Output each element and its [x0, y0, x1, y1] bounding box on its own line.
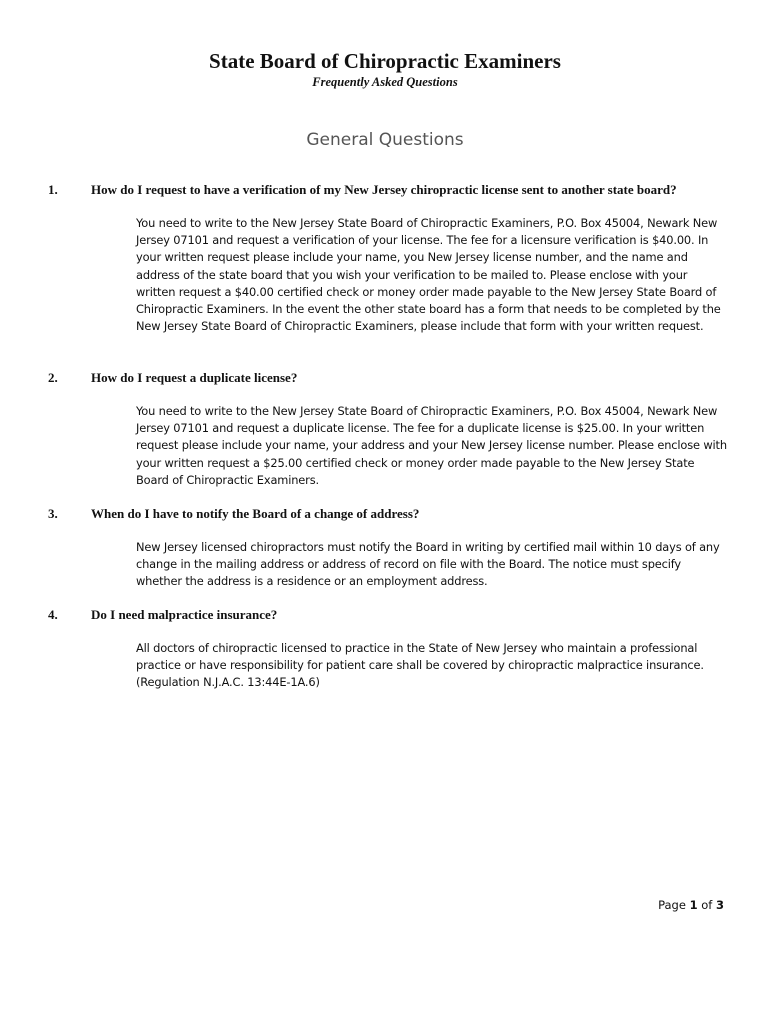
page-word: Page [658, 898, 686, 912]
question-text: Do I need malpractice insurance? [91, 607, 278, 622]
document-title: State Board of Chiropractic Examiners [209, 49, 561, 73]
section-heading: General Questions [306, 130, 464, 150]
answer-text-2: You need to write to the New Jersey State Board of Chiropractic Examiners, P.O. Box 45004, Newark New Jersey 07101 and request a duplicate license. The fee for a duplicate license is $25.00. In your written request please include your name, your address and your New Jersey license number. Please enclose with your written request a $25.00 certified check or money order made payable to the New Jersey State Board of Chiropractic Examiners. [136, 404, 727, 487]
question-text: How do I request to have a verification of my New Jersey chiropractic license sent to another state board? [91, 182, 677, 197]
document-subtitle: Frequently Asked Questions [312, 75, 458, 89]
question-number: 3. [48, 506, 58, 521]
total-page-count: 3 [715, 898, 724, 912]
answer-text-3: New Jersey licensed chiropractors must notify the Board in writing by certified mail within 10 days of any change in the mailing address or address of record on file with the Board. The notice must specify whether the address is a residence or an employment address. [136, 540, 720, 589]
answer-text-1: You need to write to the New Jersey State Board of Chiropractic Examiners, P.O. Box 45004, Newark New Jersey 07101 and request a verification of your license. The fee for a licensure verification is $40.00. In your written request please include your name, you New Jersey license number, and the name and address of the state board that you wish your verification to be mailed to. Please enclose with your written request a $40.00 certified check or money order made payable to the New Jersey State Board of Chiropractic Examiners. In the event the other state board has a form that needs to be completed by the New Jersey State Board of Chiropractic Examiners, please include that form with your written request. [136, 216, 721, 334]
page-number-footer [658, 897, 724, 913]
question-text: When do I have to notify the Board of a change of address? [91, 506, 420, 521]
question-text: How do I request a duplicate license? [91, 370, 298, 385]
question-number: 2. [48, 370, 58, 385]
current-page-number: 1 [689, 898, 698, 912]
answer-text-4: All doctors of chiropractic licensed to practice in the State of New Jersey who maintain a professional practice or have responsibility for patient care shall be covered by chiropractic malpractice insurance. (Regulation N.J.A.C. 13:44E-1A.6) [136, 641, 704, 690]
question-number: 4. [48, 607, 58, 622]
question-number: 1. [48, 182, 58, 197]
of-word: of [701, 898, 713, 912]
